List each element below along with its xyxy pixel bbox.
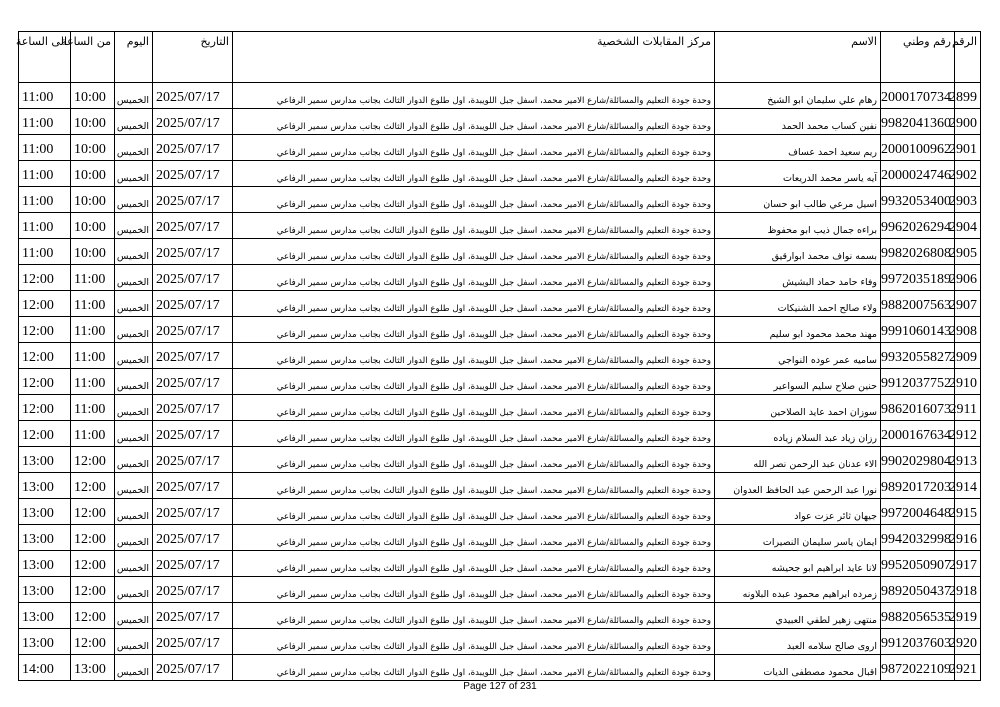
cell-date: 2025/07/17	[153, 213, 233, 239]
page-number-footer: Page 127 of 231	[463, 681, 537, 692]
cell-num: 2915	[955, 499, 981, 525]
cell-num: 2919	[955, 603, 981, 629]
header-num: الرقم	[955, 32, 981, 83]
cell-num: 2912	[955, 421, 981, 447]
header-day: اليوم	[115, 32, 153, 83]
cell-national-id: 9882056535	[881, 603, 955, 629]
cell-to-time: 11:00	[19, 187, 71, 213]
cell-center: وحدة جودة التعليم والمسائلة/شارع الامير محمد، اسفل جبل اللويبدة، اول طلوع الدوار الثالث بجانب مدارس سمير الرفاعي	[233, 213, 715, 239]
cell-day: الخميس	[115, 629, 153, 655]
header-center: مركز المقابلات الشخصية	[233, 32, 715, 83]
cell-day: الخميس	[115, 395, 153, 421]
cell-center: وحدة جودة التعليم والمسائلة/شارع الامير محمد، اسفل جبل اللويبدة، اول طلوع الدوار الثالث بجانب مدارس سمير الرفاعي	[233, 421, 715, 447]
cell-national-id: 9912037752	[881, 369, 955, 395]
cell-national-id: 9882007563	[881, 291, 955, 317]
cell-num: 2913	[955, 447, 981, 473]
cell-date: 2025/07/17	[153, 291, 233, 317]
cell-national-id: 9972004648	[881, 499, 955, 525]
table-row	[19, 421, 981, 447]
header-row	[19, 32, 981, 83]
cell-center: وحدة جودة التعليم والمسائلة/شارع الامير محمد، اسفل جبل اللويبدة، اول طلوع الدوار الثالث بجانب مدارس سمير الرفاعي	[233, 135, 715, 161]
cell-from-time: 12:00	[71, 577, 115, 603]
table-row	[19, 369, 981, 395]
cell-day: الخميس	[115, 83, 153, 109]
cell-national-id: 9972035189	[881, 265, 955, 291]
cell-date: 2025/07/17	[153, 83, 233, 109]
cell-from-time: 12:00	[71, 525, 115, 551]
header-national-id: رقم وطني	[881, 32, 955, 83]
cell-from-time: 11:00	[71, 291, 115, 317]
cell-center: وحدة جودة التعليم والمسائلة/شارع الامير محمد، اسفل جبل اللويبدة، اول طلوع الدوار الثالث بجانب مدارس سمير الرفاعي	[233, 395, 715, 421]
cell-national-id: 2000024746	[881, 161, 955, 187]
cell-to-time: 13:00	[19, 473, 71, 499]
cell-date: 2025/07/17	[153, 161, 233, 187]
cell-num: 2903	[955, 187, 981, 213]
cell-name: اقبال محمود مصطفى الديات	[715, 655, 881, 681]
cell-national-id: 9892050437	[881, 577, 955, 603]
cell-to-time: 11:00	[19, 213, 71, 239]
cell-date: 2025/07/17	[153, 577, 233, 603]
cell-from-time: 10:00	[71, 161, 115, 187]
cell-to-time: 13:00	[19, 629, 71, 655]
table-row	[19, 447, 981, 473]
cell-num: 2901	[955, 135, 981, 161]
table-row	[19, 629, 981, 655]
cell-name: سوزان احمد عايد الصلاحين	[715, 395, 881, 421]
cell-date: 2025/07/17	[153, 187, 233, 213]
cell-date: 2025/07/17	[153, 109, 233, 135]
cell-date: 2025/07/17	[153, 239, 233, 265]
cell-national-id: 2000167634	[881, 421, 955, 447]
cell-name: جيهان ثائر عزت عواد	[715, 499, 881, 525]
cell-center: وحدة جودة التعليم والمسائلة/شارع الامير محمد، اسفل جبل اللويبدة، اول طلوع الدوار الثالث بجانب مدارس سمير الرفاعي	[233, 369, 715, 395]
table-row	[19, 603, 981, 629]
cell-center: وحدة جودة التعليم والمسائلة/شارع الامير محمد، اسفل جبل اللويبدة، اول طلوع الدوار الثالث بجانب مدارس سمير الرفاعي	[233, 473, 715, 499]
table-row	[19, 239, 981, 265]
cell-day: الخميس	[115, 577, 153, 603]
cell-from-time: 10:00	[71, 83, 115, 109]
cell-name: لانا عايد ابراهيم ابو جحيشه	[715, 551, 881, 577]
cell-name: ساميه عمر عوده النواجي	[715, 343, 881, 369]
cell-date: 2025/07/17	[153, 499, 233, 525]
cell-national-id: 9892017203	[881, 473, 955, 499]
cell-center: وحدة جودة التعليم والمسائلة/شارع الامير محمد، اسفل جبل اللويبدة، اول طلوع الدوار الثالث بجانب مدارس سمير الرفاعي	[233, 265, 715, 291]
cell-center: وحدة جودة التعليم والمسائلة/شارع الامير محمد، اسفل جبل اللويبدة، اول طلوع الدوار الثالث بجانب مدارس سمير الرفاعي	[233, 551, 715, 577]
cell-day: الخميس	[115, 291, 153, 317]
cell-date: 2025/07/17	[153, 473, 233, 499]
header-to-time: الى الساعة	[19, 32, 71, 83]
cell-num: 2914	[955, 473, 981, 499]
cell-national-id: 9902029804	[881, 447, 955, 473]
cell-day: الخميس	[115, 317, 153, 343]
cell-name: بسمه نواف محمد ابوارقيق	[715, 239, 881, 265]
cell-to-time: 12:00	[19, 369, 71, 395]
cell-to-time: 12:00	[19, 395, 71, 421]
cell-from-time: 12:00	[71, 551, 115, 577]
cell-from-time: 12:00	[71, 603, 115, 629]
cell-center: وحدة جودة التعليم والمسائلة/شارع الامير محمد، اسفل جبل اللويبدة، اول طلوع الدوار الثالث بجانب مدارس سمير الرفاعي	[233, 577, 715, 603]
cell-from-time: 13:00	[71, 655, 115, 681]
cell-from-time: 12:00	[71, 629, 115, 655]
cell-national-id: 9942032998	[881, 525, 955, 551]
table-row	[19, 473, 981, 499]
cell-name: رزان زياد عبد السلام زياده	[715, 421, 881, 447]
cell-date: 2025/07/17	[153, 343, 233, 369]
table-row	[19, 265, 981, 291]
table-row	[19, 109, 981, 135]
cell-to-time: 11:00	[19, 161, 71, 187]
cell-name: اسيل مرعي طالب ابو حسان	[715, 187, 881, 213]
cell-day: الخميس	[115, 603, 153, 629]
cell-day: الخميس	[115, 239, 153, 265]
cell-name: براءه جمال ذيب ابو محفوظ	[715, 213, 881, 239]
cell-national-id: 9952050907	[881, 551, 955, 577]
cell-center: وحدة جودة التعليم والمسائلة/شارع الامير محمد، اسفل جبل اللويبدة، اول طلوع الدوار الثالث بجانب مدارس سمير الرفاعي	[233, 343, 715, 369]
cell-date: 2025/07/17	[153, 421, 233, 447]
cell-center: وحدة جودة التعليم والمسائلة/شارع الامير محمد، اسفل جبل اللويبدة، اول طلوع الدوار الثالث بجانب مدارس سمير الرفاعي	[233, 109, 715, 135]
cell-center: وحدة جودة التعليم والمسائلة/شارع الامير محمد، اسفل جبل اللويبدة، اول طلوع الدوار الثالث بجانب مدارس سمير الرفاعي	[233, 655, 715, 681]
interview-schedule-table	[15, 31, 981, 681]
cell-center: وحدة جودة التعليم والمسائلة/شارع الامير محمد، اسفل جبل اللويبدة، اول طلوع الدوار الثالث بجانب مدارس سمير الرفاعي	[233, 525, 715, 551]
cell-national-id: 2000100962	[881, 135, 955, 161]
cell-name: مهند محمد محمود ابو سليم	[715, 317, 881, 343]
cell-center: وحدة جودة التعليم والمسائلة/شارع الامير محمد، اسفل جبل اللويبدة، اول طلوع الدوار الثالث بجانب مدارس سمير الرفاعي	[233, 447, 715, 473]
cell-num: 2909	[955, 343, 981, 369]
cell-day: الخميس	[115, 135, 153, 161]
table-row	[19, 343, 981, 369]
cell-date: 2025/07/17	[153, 395, 233, 421]
table-row	[19, 317, 981, 343]
cell-from-time: 12:00	[71, 499, 115, 525]
cell-from-time: 10:00	[71, 187, 115, 213]
cell-num: 2918	[955, 577, 981, 603]
cell-name: ايمان ياسر سليمان النصيرات	[715, 525, 881, 551]
cell-num: 2911	[955, 395, 981, 421]
table-row	[19, 161, 981, 187]
table-row	[19, 499, 981, 525]
cell-num: 2907	[955, 291, 981, 317]
cell-national-id: 9932053400	[881, 187, 955, 213]
cell-name: آيه ياسر محمد الدريعات	[715, 161, 881, 187]
cell-national-id: 9912037603	[881, 629, 955, 655]
cell-name: ريم سعيد احمد عساف	[715, 135, 881, 161]
cell-from-time: 12:00	[71, 447, 115, 473]
cell-to-time: 11:00	[19, 109, 71, 135]
cell-from-time: 11:00	[71, 395, 115, 421]
cell-center: وحدة جودة التعليم والمسائلة/شارع الامير محمد، اسفل جبل اللويبدة، اول طلوع الدوار الثالث بجانب مدارس سمير الرفاعي	[233, 83, 715, 109]
table-row	[19, 187, 981, 213]
cell-from-time: 11:00	[71, 343, 115, 369]
cell-num: 2910	[955, 369, 981, 395]
cell-date: 2025/07/17	[153, 603, 233, 629]
cell-center: وحدة جودة التعليم والمسائلة/شارع الامير محمد، اسفل جبل اللويبدة، اول طلوع الدوار الثالث بجانب مدارس سمير الرفاعي	[233, 291, 715, 317]
cell-center: وحدة جودة التعليم والمسائلة/شارع الامير محمد، اسفل جبل اللويبدة، اول طلوع الدوار الثالث بجانب مدارس سمير الرفاعي	[233, 317, 715, 343]
cell-from-time: 11:00	[71, 317, 115, 343]
cell-date: 2025/07/17	[153, 317, 233, 343]
cell-day: الخميس	[115, 213, 153, 239]
cell-national-id: 9862016073	[881, 395, 955, 421]
cell-from-time: 10:00	[71, 109, 115, 135]
cell-name: نفين كساب محمد الحمد	[715, 109, 881, 135]
cell-from-time: 12:00	[71, 473, 115, 499]
cell-date: 2025/07/17	[153, 369, 233, 395]
cell-to-time: 12:00	[19, 343, 71, 369]
cell-from-time: 10:00	[71, 135, 115, 161]
table-row	[19, 135, 981, 161]
table-body	[19, 83, 981, 681]
cell-to-time: 12:00	[19, 421, 71, 447]
cell-from-time: 11:00	[71, 369, 115, 395]
table-row	[19, 213, 981, 239]
cell-center: وحدة جودة التعليم والمسائلة/شارع الامير محمد، اسفل جبل اللويبدة، اول طلوع الدوار الثالث بجانب مدارس سمير الرفاعي	[233, 187, 715, 213]
cell-name: منتهى زهير لطفي العبيدي	[715, 603, 881, 629]
cell-center: وحدة جودة التعليم والمسائلة/شارع الامير محمد، اسفل جبل اللويبدة، اول طلوع الدوار الثالث بجانب مدارس سمير الرفاعي	[233, 161, 715, 187]
cell-day: الخميس	[115, 473, 153, 499]
cell-day: الخميس	[115, 369, 153, 395]
cell-name: زمرده ابراهيم محمود عبده البلاونه	[715, 577, 881, 603]
cell-date: 2025/07/17	[153, 629, 233, 655]
cell-num: 2921	[955, 655, 981, 681]
cell-date: 2025/07/17	[153, 447, 233, 473]
cell-num: 2906	[955, 265, 981, 291]
table-row	[19, 83, 981, 109]
cell-name: نورا عبد الرحمن عبد الحافظ العدوان	[715, 473, 881, 499]
cell-day: الخميس	[115, 551, 153, 577]
table-row	[19, 655, 981, 681]
cell-date: 2025/07/17	[153, 265, 233, 291]
cell-from-time: 11:00	[71, 421, 115, 447]
table-row	[19, 291, 981, 317]
table-row	[19, 551, 981, 577]
cell-day: الخميس	[115, 525, 153, 551]
cell-center: وحدة جودة التعليم والمسائلة/شارع الامير محمد، اسفل جبل اللويبدة، اول طلوع الدوار الثالث بجانب مدارس سمير الرفاعي	[233, 603, 715, 629]
cell-national-id: 9982026808	[881, 239, 955, 265]
cell-num: 2900	[955, 109, 981, 135]
header-date: التاريخ	[153, 32, 233, 83]
cell-date: 2025/07/17	[153, 551, 233, 577]
cell-day: الخميس	[115, 447, 153, 473]
cell-num: 2902	[955, 161, 981, 187]
cell-to-time: 11:00	[19, 83, 71, 109]
cell-name: حنين صلاح سليم السواعير	[715, 369, 881, 395]
cell-from-time: 10:00	[71, 213, 115, 239]
cell-name: ولاء صالح احمد الشنيكات	[715, 291, 881, 317]
cell-day: الخميس	[115, 161, 153, 187]
cell-to-time: 13:00	[19, 499, 71, 525]
table-row	[19, 525, 981, 551]
cell-to-time: 12:00	[19, 291, 71, 317]
cell-day: الخميس	[115, 109, 153, 135]
cell-day: الخميس	[115, 265, 153, 291]
cell-num: 2916	[955, 525, 981, 551]
cell-date: 2025/07/17	[153, 135, 233, 161]
cell-from-time: 11:00	[71, 265, 115, 291]
cell-from-time: 10:00	[71, 239, 115, 265]
table-row	[19, 395, 981, 421]
cell-day: الخميس	[115, 343, 153, 369]
cell-num: 2908	[955, 317, 981, 343]
cell-to-time: 11:00	[19, 135, 71, 161]
cell-national-id: 9962026294	[881, 213, 955, 239]
cell-national-id: 9991060143	[881, 317, 955, 343]
cell-center: وحدة جودة التعليم والمسائلة/شارع الامير محمد، اسفل جبل اللويبدة، اول طلوع الدوار الثالث بجانب مدارس سمير الرفاعي	[233, 239, 715, 265]
cell-date: 2025/07/17	[153, 525, 233, 551]
cell-national-id: 9872022109	[881, 655, 955, 681]
cell-name: وفاء حامد حماد البشيش	[715, 265, 881, 291]
cell-num: 2917	[955, 551, 981, 577]
header-from-time: من الساعة	[71, 32, 115, 83]
cell-center: وحدة جودة التعليم والمسائلة/شارع الامير محمد، اسفل جبل اللويبدة، اول طلوع الدوار الثالث بجانب مدارس سمير الرفاعي	[233, 629, 715, 655]
cell-national-id: 2000170734	[881, 83, 955, 109]
cell-day: الخميس	[115, 421, 153, 447]
cell-day: الخميس	[115, 655, 153, 681]
cell-num: 2905	[955, 239, 981, 265]
header-name: الاسم	[715, 32, 881, 83]
cell-to-time: 13:00	[19, 447, 71, 473]
cell-center: وحدة جودة التعليم والمسائلة/شارع الامير محمد، اسفل جبل اللويبدة، اول طلوع الدوار الثالث بجانب مدارس سمير الرفاعي	[233, 499, 715, 525]
cell-num: 2904	[955, 213, 981, 239]
cell-name: رهام علي سليمان ابو الشيخ	[715, 83, 881, 109]
cell-to-time: 14:00	[19, 655, 71, 681]
cell-to-time: 13:00	[19, 551, 71, 577]
cell-national-id: 9982041360	[881, 109, 955, 135]
cell-date: 2025/07/17	[153, 655, 233, 681]
cell-day: الخميس	[115, 499, 153, 525]
cell-num: 2920	[955, 629, 981, 655]
cell-day: الخميس	[115, 187, 153, 213]
cell-name: اروى صالح سلامه العبد	[715, 629, 881, 655]
cell-to-time: 11:00	[19, 239, 71, 265]
cell-to-time: 12:00	[19, 317, 71, 343]
table-row	[19, 577, 981, 603]
cell-to-time: 13:00	[19, 577, 71, 603]
cell-national-id: 9932055827	[881, 343, 955, 369]
cell-num: 2899	[955, 83, 981, 109]
cell-to-time: 13:00	[19, 525, 71, 551]
cell-to-time: 12:00	[19, 265, 71, 291]
cell-to-time: 13:00	[19, 603, 71, 629]
cell-name: الاء عدنان عبد الرحمن نصر الله	[715, 447, 881, 473]
